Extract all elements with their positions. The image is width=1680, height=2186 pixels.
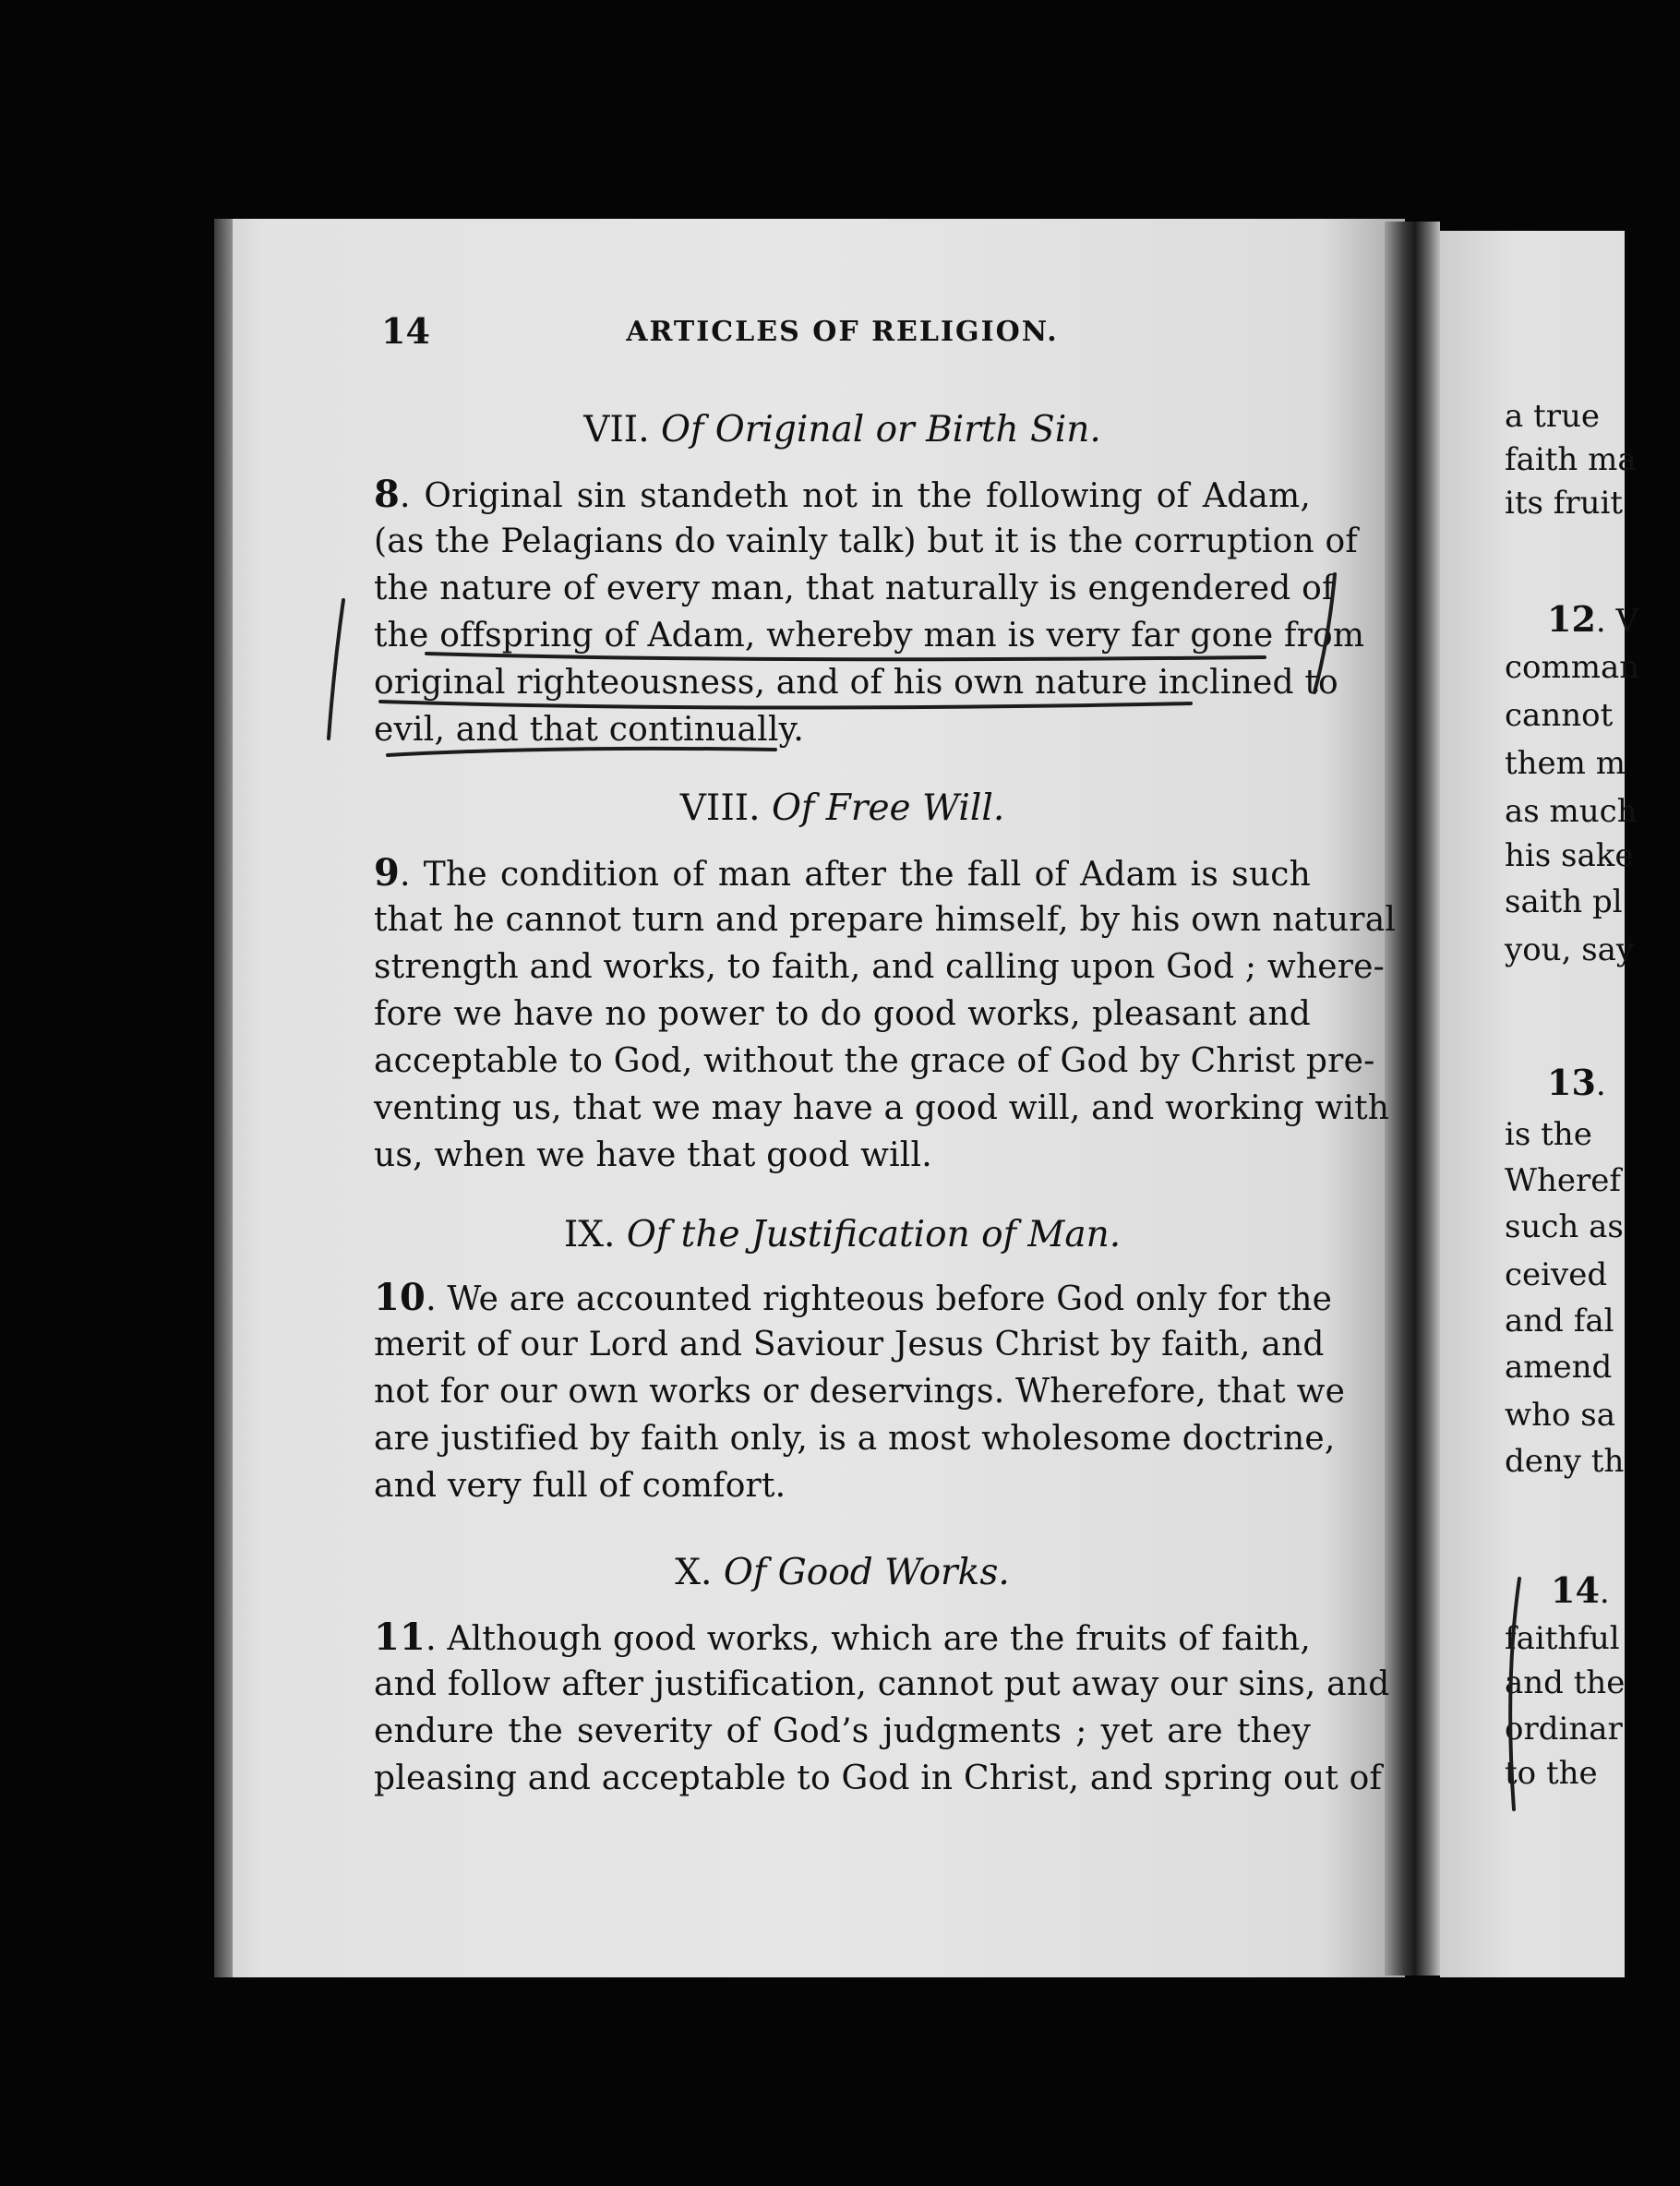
- fragment-line: you, say: [1505, 931, 1635, 968]
- text-line: original righteousness, and of his own nature inclined to: [374, 664, 1338, 702]
- text-line: endure the severity of God’s judgments ; yet are they: [374, 1712, 1311, 1750]
- text-line: merit of our Lord and Saviour Jesus Christ by faith, and: [374, 1326, 1325, 1363]
- fragment-line: its fruit: [1505, 485, 1624, 522]
- text-line: fore we have no power to do good works, pleasant and: [374, 995, 1311, 1033]
- article-number: 10: [374, 1276, 426, 1319]
- fragment-line: such as: [1505, 1208, 1624, 1245]
- text-line: the offspring of Adam, whereby man is very far gone from: [374, 617, 1365, 655]
- text-line: us, when we have that good will.: [374, 1136, 932, 1174]
- article-number: 11: [374, 1615, 426, 1659]
- fragment-line: saith pl: [1505, 883, 1623, 920]
- text-line: strength and works, to faith, and calling upon God ; where-: [374, 948, 1385, 986]
- text-line: 10. We are accounted righteous before God only for the: [374, 1276, 1333, 1319]
- fragment-line: is the: [1505, 1116, 1592, 1153]
- text-line: pleasing and acceptable to God in Christ, and spring out of: [374, 1760, 1383, 1797]
- fragment-line: a true: [1505, 398, 1601, 435]
- fragment-line: comman: [1505, 649, 1640, 686]
- fragment-line: cannot: [1505, 697, 1614, 734]
- article-heading: VIII. Of Free Will.: [679, 787, 1005, 829]
- text-line: (as the Pelagians do vainly talk) but it is the corruption of: [374, 522, 1358, 560]
- fragment-line: Wheref: [1505, 1162, 1621, 1199]
- article-number: 9: [374, 851, 401, 895]
- fragment-line: who sa: [1505, 1397, 1615, 1434]
- page-number: 14: [381, 310, 430, 352]
- fragment-line: and the: [1505, 1664, 1626, 1701]
- article-number: 12: [1547, 598, 1596, 640]
- text-line: not for our own works or deservings. Wherefore, that we: [374, 1373, 1346, 1411]
- fragment-line: ordinar: [1505, 1711, 1623, 1748]
- fragment-line: as much: [1505, 793, 1638, 830]
- text-line: are justified by faith only, is a most wholesome doctrine,: [374, 1420, 1336, 1458]
- fragment-line: his sake: [1505, 837, 1634, 874]
- article-number: 8: [374, 473, 401, 516]
- article-heading: X. Of Good Works.: [675, 1552, 1010, 1593]
- fragment-line: and fal: [1505, 1303, 1614, 1339]
- text-line: acceptable to God, without the grace of God by Christ pre-: [374, 1042, 1375, 1080]
- text-line: evil, and that continually.: [374, 711, 804, 749]
- text-line: and follow after justification, cannot put away our sins, and: [374, 1665, 1390, 1703]
- fragment-line: 12. V: [1547, 598, 1639, 640]
- fragment-line: 13.: [1547, 1062, 1606, 1103]
- text-line: venting us, that we may have a good will, and working with: [374, 1089, 1390, 1127]
- fragment-line: faith ma: [1505, 441, 1637, 478]
- text-line: 8. Original sin standeth not in the following of Adam,: [374, 473, 1311, 516]
- text-line: that he cannot turn and prepare himself, by his own natural: [374, 901, 1397, 939]
- article-heading: VII. Of Original or Birth Sin.: [583, 409, 1101, 450]
- article-number: 13: [1547, 1062, 1596, 1103]
- fragment-line: faithful: [1505, 1620, 1620, 1657]
- text-line: and very full of comfort.: [374, 1467, 786, 1505]
- fragment-line: deny th: [1505, 1443, 1625, 1480]
- fragment-line: to the: [1505, 1755, 1598, 1792]
- running-title: ARTICLES OF RELIGION.: [626, 316, 1059, 348]
- article-heading: IX. Of the Justification of Man.: [563, 1214, 1122, 1255]
- text-line: the nature of every man, that naturally is engendered of: [374, 570, 1335, 607]
- article-number: 14: [1551, 1569, 1600, 1611]
- fragment-line: amend: [1505, 1349, 1613, 1386]
- text-line: 11. Although good works, which are the fruits of faith,: [374, 1615, 1311, 1659]
- fragment-line: 14.: [1551, 1569, 1610, 1611]
- text-line: 9. The condition of man after the fall of Adam is such: [374, 851, 1311, 895]
- fragment-line: ceived: [1505, 1256, 1608, 1293]
- fragment-line: them m: [1505, 745, 1626, 782]
